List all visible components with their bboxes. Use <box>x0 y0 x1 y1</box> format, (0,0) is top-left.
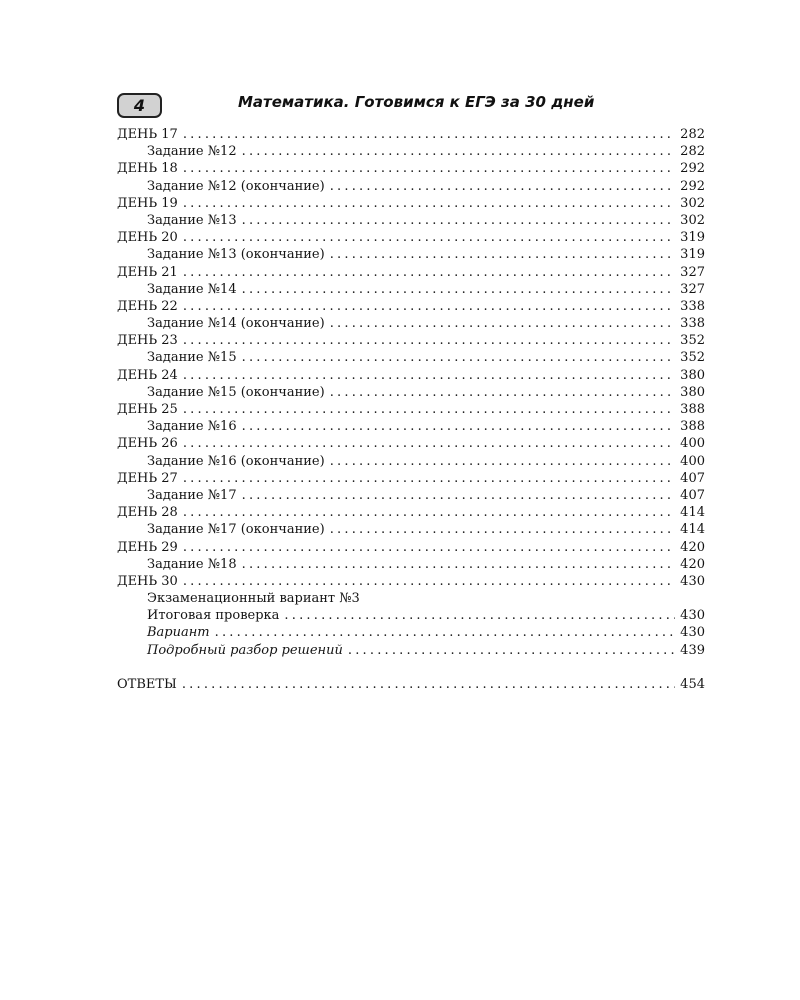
toc-entry-label: Задание №14 <box>147 281 237 297</box>
toc-entry <box>117 573 705 590</box>
toc-page-number: 430 <box>680 608 705 624</box>
dot-leader <box>215 624 676 641</box>
toc-page-number: 302 <box>680 195 705 211</box>
toc-entry <box>117 264 705 281</box>
toc-entry-label: ДЕНЬ 25 <box>117 402 178 417</box>
toc-subentry <box>117 178 705 195</box>
toc-page-number: 454 <box>680 676 705 692</box>
toc-entry <box>117 676 705 693</box>
toc-page-number: 282 <box>680 144 705 160</box>
dot-leader <box>330 384 675 401</box>
toc-page-number: 439 <box>680 642 705 658</box>
table-of-contents <box>117 126 705 693</box>
dot-leader <box>183 229 675 246</box>
dot-leader <box>242 487 676 504</box>
toc-subentry <box>117 212 705 229</box>
dot-leader <box>330 453 675 470</box>
toc-entry-label: ДЕНЬ 18 <box>117 161 178 177</box>
dot-leader <box>284 607 675 624</box>
dot-leader <box>183 504 675 521</box>
toc-entry-label: ДЕНЬ 29 <box>117 539 178 555</box>
dot-leader <box>183 435 675 452</box>
toc-page-number: 430 <box>680 625 705 641</box>
toc-page-number: 414 <box>680 505 705 521</box>
toc-entry-label: ДЕНЬ 24 <box>117 367 178 383</box>
toc-entry-label: Вариант <box>147 625 210 641</box>
dot-leader <box>348 642 675 659</box>
dot-leader <box>330 315 675 332</box>
toc-subentry <box>117 384 705 401</box>
toc-entry-label: Задание №16 <box>147 419 237 435</box>
toc-entry-label: Подробный разбор решений <box>147 642 343 658</box>
toc-entry <box>117 401 705 418</box>
toc-entry-label: Задание №13 (окончание) <box>147 247 325 263</box>
toc-page-number: 400 <box>680 436 705 452</box>
toc-subentry <box>117 487 705 504</box>
toc-entry-label: ДЕНЬ 23 <box>117 333 178 349</box>
dot-leader <box>182 676 675 693</box>
toc-page-number: 292 <box>680 178 705 194</box>
toc-entry <box>117 504 705 521</box>
toc-entry-label: ДЕНЬ 19 <box>117 195 178 211</box>
dot-leader <box>183 470 675 487</box>
dot-leader <box>183 332 675 349</box>
toc-entry-label: ДЕНЬ 28 <box>117 505 178 521</box>
toc-entry <box>117 367 705 384</box>
toc-entry-label: Задание №12 (окончание) <box>147 178 325 194</box>
toc-subentry <box>117 281 705 298</box>
toc-entry-label: Задание №17 <box>147 487 237 503</box>
toc-entry-label: Задание №18 <box>147 556 237 572</box>
toc-entry-label: ДЕНЬ 26 <box>117 436 178 452</box>
toc-page-number: 414 <box>680 522 705 538</box>
toc-entry-label: Задание №16 (окончание) <box>147 453 325 469</box>
toc-entry <box>117 195 705 212</box>
toc-entry-label: Задание №12 <box>147 144 237 160</box>
toc-page-number: 352 <box>680 350 705 366</box>
toc-page-number: 327 <box>680 264 705 280</box>
dot-leader <box>242 143 676 160</box>
dot-leader <box>183 367 675 384</box>
toc-page-number: 380 <box>680 384 705 400</box>
dot-leader <box>242 349 676 366</box>
toc-entry <box>117 298 705 315</box>
toc-entry-label: ДЕНЬ 30 <box>117 573 178 589</box>
toc-subentry <box>117 556 705 573</box>
dot-leader <box>183 401 675 418</box>
dot-leader <box>183 298 675 315</box>
toc-subentry <box>117 607 705 624</box>
toc-entry-label: Задание №14 (окончание) <box>147 316 325 332</box>
toc-subentry <box>117 315 705 332</box>
dot-leader <box>330 178 675 195</box>
toc-page-number: 420 <box>680 556 705 572</box>
dot-leader <box>183 573 675 590</box>
dot-leader <box>330 246 675 263</box>
page-number-badge: 4 <box>117 93 162 118</box>
toc-entry <box>117 332 705 349</box>
dot-leader <box>330 521 675 538</box>
toc-subentry <box>117 246 705 263</box>
toc-page-number: 388 <box>680 402 705 417</box>
dot-leader <box>183 195 675 212</box>
toc-page-number: 407 <box>680 487 705 503</box>
toc-page-number: 327 <box>680 281 705 297</box>
toc-entry-label: ДЕНЬ 20 <box>117 230 178 246</box>
toc-page-number: 352 <box>680 333 705 349</box>
dot-leader <box>183 160 675 177</box>
toc-page-number: 319 <box>680 230 705 246</box>
toc-subentry <box>117 521 705 538</box>
toc-page-number: 319 <box>680 247 705 263</box>
toc-page-number: 420 <box>680 539 705 555</box>
dot-leader <box>242 281 676 298</box>
toc-entry <box>117 435 705 452</box>
toc-entry-label: ДЕНЬ 17 <box>117 127 178 142</box>
toc-subentry <box>117 590 705 607</box>
toc-entry-label: ДЕНЬ 27 <box>117 470 178 486</box>
toc-page-number: 407 <box>680 470 705 486</box>
toc-entry <box>117 470 705 487</box>
toc-page-number: 338 <box>680 298 705 314</box>
dot-leader <box>183 539 675 556</box>
toc-entry-label: Задание №17 (окончание) <box>147 522 325 538</box>
running-title: Математика. Готовимся к ЕГЭ за 30 дней <box>238 93 595 111</box>
toc-page-number: 380 <box>680 367 705 383</box>
dot-leader <box>242 212 676 229</box>
toc-page-number: 430 <box>680 573 705 589</box>
toc-subentry <box>117 143 705 160</box>
toc-entry <box>117 160 705 177</box>
toc-entry-label: Задание №15 <box>147 350 237 366</box>
toc-entry-label: ОТВЕТЫ <box>117 676 177 692</box>
toc-page-number: 338 <box>680 316 705 332</box>
toc-entry-label: ДЕНЬ 22 <box>117 298 178 314</box>
toc-entry-label: ДЕНЬ 21 <box>117 264 178 280</box>
dot-leader <box>242 556 676 573</box>
toc-entry <box>117 126 705 143</box>
toc-subentry <box>117 453 705 470</box>
dot-leader <box>183 126 675 143</box>
toc-page-number: 282 <box>680 127 705 142</box>
toc-entry-label: Задание №15 (окончание) <box>147 384 325 400</box>
toc-page-number: 388 <box>680 419 705 435</box>
toc-page-number: 400 <box>680 453 705 469</box>
toc-entry-label: Экзаменационный вариант №3 <box>147 591 360 607</box>
toc-subentry <box>117 349 705 366</box>
toc-entry-label: Итоговая проверка <box>147 608 280 624</box>
toc-entry <box>117 539 705 556</box>
toc-subentry <box>117 642 705 659</box>
toc-page-number: 292 <box>680 161 705 177</box>
toc-entry <box>117 229 705 246</box>
dot-leader <box>242 418 676 435</box>
toc-subentry <box>117 418 705 435</box>
toc-subentry <box>117 624 705 641</box>
dot-leader <box>183 264 675 281</box>
toc-entry-label: Задание №13 <box>147 212 237 228</box>
toc-page-number: 302 <box>680 212 705 228</box>
